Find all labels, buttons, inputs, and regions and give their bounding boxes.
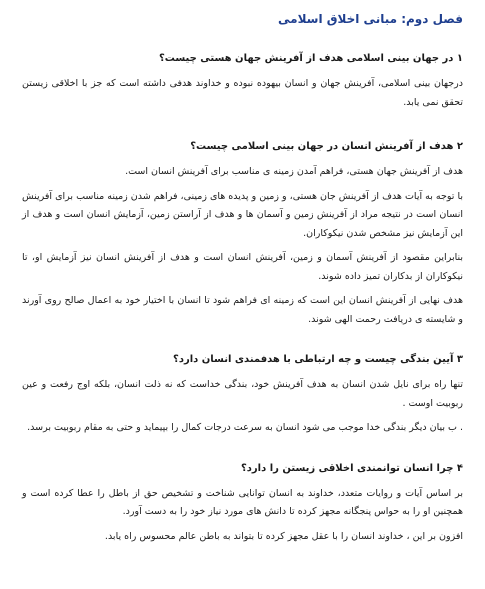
answer-paragraph: با توجه به آیات هدف از آفرینش جان هستی، و زمین و پدیده های زمینی، فراهم شدن زمینه مناسب برای آفرینش انسان است در نتیجه مراد از آفرینش زمین و آسمان ها و هدف از آراستن زمین، آزمایش انسان است و هدف از این آزمایش نیز مشخص شدن نیکوکاران. bbox=[22, 190, 463, 239]
answer-paragraph: هدف نهایی از آفرینش انسان این است که زمینه ای فراهم شود تا انسان با اختیار خود به اعمال صالح روی آورند و شایسته ی دریافت رحمت الهی شوند. bbox=[22, 295, 463, 325]
answer-paragraph: هدف از آفرینش جهان هستی، فراهم آمدن زمینه ی مناسب برای آفرینش انسان است. bbox=[125, 166, 463, 177]
answer-paragraph: تنها راه برای نایل شدن انسان به هدف آفرینش خود، بندگی خداست که نه ذلت انسان، بلکه اوج رفعت و عین ربوبیت اوست . bbox=[22, 379, 463, 409]
answer-paragraph: بر اساس آیات و روایات متعدد، خداوند به انسان توانایی شناخت و تشخیص حق از باطل را عطا کرده است و همچنین او را به حواس پنجگانه مجهز کرده تا دانش های مورد نیاز خود را به دست آورد. bbox=[22, 487, 463, 517]
section-3 bbox=[22, 351, 463, 438]
question-title: ۲ هدف از آفرینش انسان در جهان بینی اسلامی چیست؟ bbox=[190, 141, 463, 152]
answer-paragraph: افزون بر این ، خداوند انسان را با عقل مجهز کرده تا بتواند به باطن عالم محسوس راه یابد. bbox=[104, 530, 463, 542]
question-title: ۴ چرا انسان توانمندی اخلاقی زیستن را دارد؟ bbox=[240, 462, 463, 474]
section-gap bbox=[22, 118, 463, 138]
answer-paragraph: بنابراین مقصود از آفرینش آسمان و زمین، آفرینش انسان است و هدف از آفرینش انسان نیز آزمایش او، تا نیکوکاران از بدکاران تمیز داده شوند. bbox=[22, 252, 463, 282]
section-4 bbox=[22, 460, 463, 547]
answer-paragraph: درجهان بینی اسلامی، آفرینش جهان و انسان بیهوده نبوده و خداوند هدفی داشته است که جز با اخلاقی زیستن تحقق نمی یابد. bbox=[22, 78, 463, 108]
chapter-title: فصل دوم: مبانی اخلاق اسلامی bbox=[278, 12, 463, 26]
question-title: ۳ آیین بندگی چیست و چه ارتباطی با هدفمندی انسان دارد؟ bbox=[173, 354, 463, 365]
question-title: ۱ در جهان بینی اسلامی هدف از آفرینش جهان هستی چیست؟ bbox=[158, 53, 463, 64]
section-1 bbox=[22, 50, 463, 112]
section-gap bbox=[22, 335, 463, 351]
section-gap bbox=[22, 444, 463, 460]
section-2 bbox=[22, 138, 463, 329]
answer-paragraph: . ب بیان دیگر بندگی خدا موجب می شود انسان به سرعت درجات کمال را بپیماید و حتی به مقام ربوبیت برسد. bbox=[27, 422, 463, 433]
